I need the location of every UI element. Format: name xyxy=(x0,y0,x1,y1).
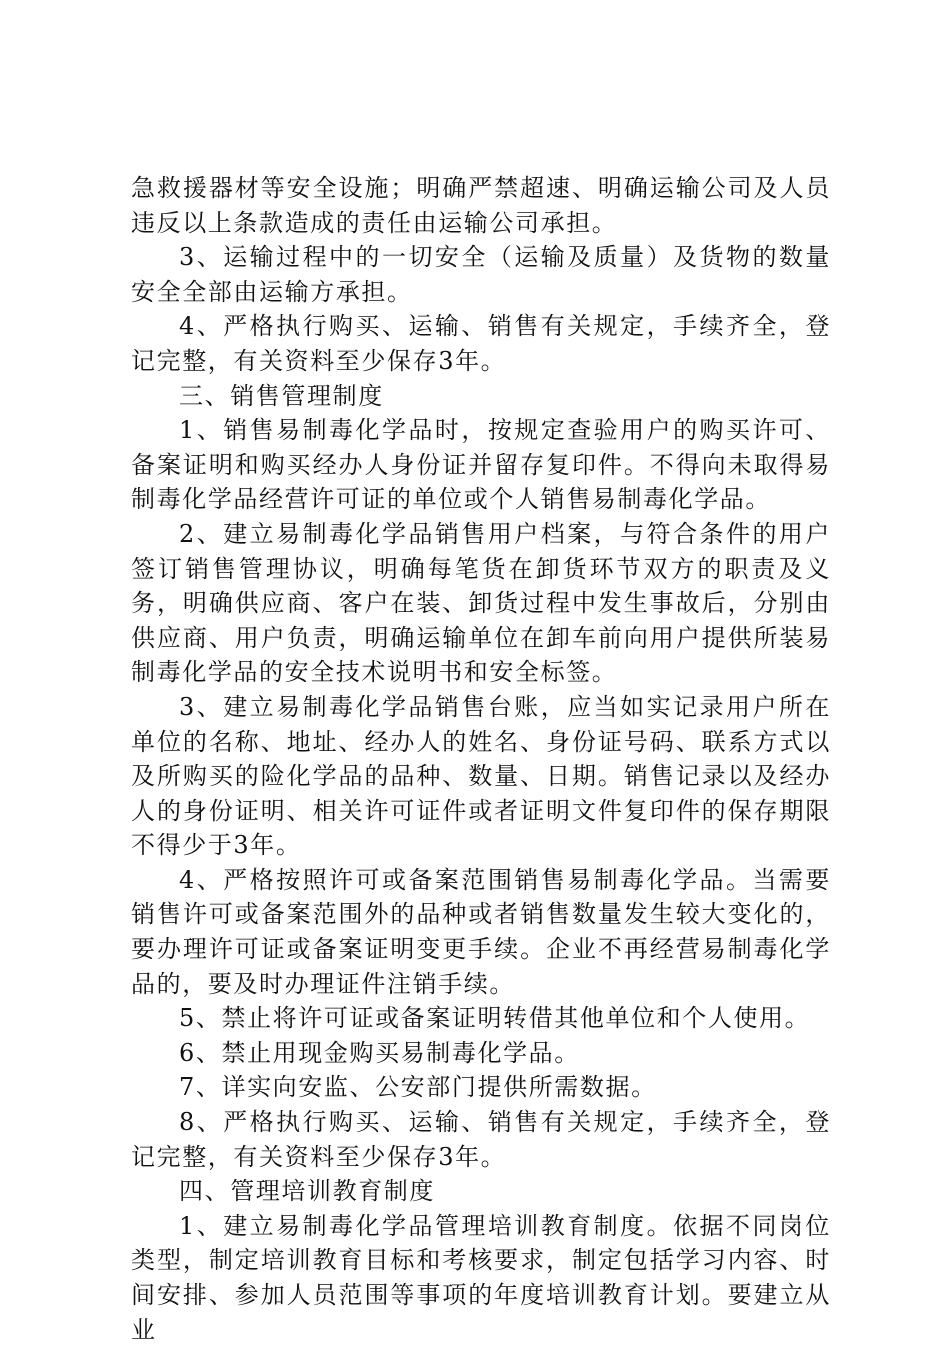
paragraph-sales-item-4: 4、严格按照许可或备案范围销售易制毒化学品。当需要销售许可或备案范围外的品种或者销售数量发生较大变化的，要办理许可证或备案证明变更手续。企业不再经营易制毒化学品的，要及时办理证件注销手续。 xyxy=(131,865,831,998)
document-body xyxy=(131,171,831,1347)
section-heading-sales: 三、销售管理制度 xyxy=(179,381,384,410)
paragraph-transport-item-4: 4、严格执行购买、运输、销售有关规定，手续齐全，登记完整，有关资料至少保存3年。 xyxy=(131,312,831,375)
paragraph-transport-item-3: 3、运输过程中的一切安全（运输及质量）及货物的数量安全全部由运输方承担。 xyxy=(131,243,831,306)
paragraph-sales-item-2: 2、建立易制毒化学品销售用户档案，与符合条件的用户签订销售管理协议，明确每笔货在卸货环节双方的职责及义务，明确供应商、客户在装、卸货过程中发生事故后，分别由供应商、用户负责，明确运输单位在卸车前向用户提供所装易制毒化学品的安全技术说明书和安全标签。 xyxy=(131,519,831,687)
paragraph-sales-item-6: 6、禁止用现金购买易制毒化学品。 xyxy=(179,1038,580,1067)
paragraph-sales-item-1: 1、销售易制毒化学品时，按规定查验用户的购买许可、备案证明和购买经办人身份证并留存复印件。不得向未取得易制毒化学品经营许可证的单位或个人销售易制毒化学品。 xyxy=(131,416,831,514)
paragraph-sales-item-7: 7、详实向安监、公安部门提供所需数据。 xyxy=(179,1073,657,1102)
paragraph-sales-item-5: 5、禁止将许可证或备案证明转借其他单位和个人使用。 xyxy=(179,1004,811,1033)
paragraph-continuation: 急救援器材等安全设施；明确严禁超速、明确运输公司及人员违反以上条款造成的责任由运输公司承担。 xyxy=(131,174,831,237)
paragraph-sales-item-8: 8、严格执行购买、运输、销售有关规定，手续齐全，登记完整，有关资料至少保存3年。 xyxy=(131,1108,831,1171)
section-heading-training: 四、管理培训教育制度 xyxy=(179,1177,435,1206)
paragraph-sales-item-3: 3、建立易制毒化学品销售台账，应当如实记录用户所在单位的名称、地址、经办人的姓名、身份证号码、联系方式以及所购买的险化学品的品种、数量、日期。销售记录以及经办人的身份证明、相关许可证件或者证明文件复印件的保存期限不得少于3年。 xyxy=(131,692,831,860)
paragraph-training-item-1: 1、建立易制毒化学品管理培训教育制度。依据不同岗位类型，制定培训教育目标和考核要求，制定包括学习内容、时间安排、参加人员范围等事项的年度培训教育计划。要建立从业 xyxy=(131,1211,831,1344)
